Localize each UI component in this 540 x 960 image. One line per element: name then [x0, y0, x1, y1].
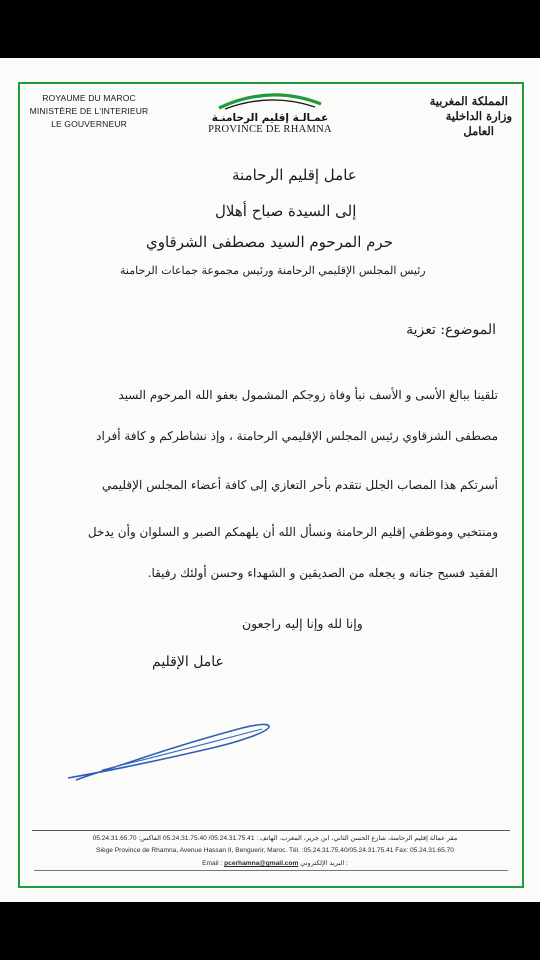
header-fr-line: MINISTÈRE DE L'INTERIEUR: [29, 106, 149, 116]
signature-title: عامل الإقليم: [152, 654, 224, 670]
subject-line: الموضوع: تعزية: [406, 322, 496, 338]
footer-email-link[interactable]: pcerhamna@gmail.com: [224, 860, 299, 867]
footer-email-label-ar: البريد الإلكتروني :: [300, 860, 348, 867]
logo-arcs-icon: [215, 88, 325, 110]
body-line: ومنتخبي وموظفي إقليم الرحامنة ونسأل الله أن يلهمكم الصبر و السلوان وأن يدخل: [87, 525, 498, 539]
header-fr-line: ROYAUME DU MAROC: [42, 93, 136, 103]
header-arabic: [388, 94, 512, 139]
body-line: الفقيد فسيح جنانه و يجعله من الصديقين و الشهداء وحسن أولئك رفيقا.: [147, 566, 498, 580]
body-line: أسرتكم هذا المصاب الجلل نتقدم بأحر التعازي إلى كافة أعضاء المجلس الإقليمي: [101, 478, 498, 492]
footer-arabic: مقر عمالة إقليم الرحامنة، شارع الحسن الثاني، ابن جرير، المغرب. الهاتف : 05.24.31.75.41/ 05.24.31.75.40 الفاكس: 05.24.31.65.70: [92, 835, 458, 842]
footer-french: Siège Province de Rhamna, Avenue Hassan II, Benguerir, Maroc. Tél. :05.24.31.75.40/05.24.31.75.41 Fax: 05.24.31.65.70: [96, 847, 454, 854]
footer-email-row: [40, 859, 510, 867]
footer-bottom-rule: [34, 870, 508, 871]
province-logo: [200, 88, 340, 142]
address-relation: حرم المرحوم السيد مصطفى الشرقاوي: [146, 233, 393, 251]
footer-email-label: Email :: [202, 860, 223, 867]
address-title: رئيس المجلس الإقليمي الرحامنة ورئيس مجموعة جماعات الرحامنة: [120, 264, 426, 277]
header-ar-line: وزارة الداخلية: [445, 109, 512, 123]
logo-french: PROVINCE DE RHAMNA: [208, 124, 332, 135]
address-from: عامل إقليم الرحامنة: [232, 166, 357, 184]
signature-image: [62, 718, 277, 788]
body-line: مصطفى الشرقاوي رئيس المجلس الإقليمي الرحامنة ، وإذ نشاطركم و كافة أفراد: [96, 429, 498, 443]
logo-arabic: عمـالـة إقليم الرحامنـة: [211, 112, 329, 124]
letter-page: [0, 58, 540, 902]
footer-rule: [32, 830, 510, 831]
header-fr-line: LE GOUVERNEUR: [51, 119, 127, 129]
header-french: [24, 92, 154, 131]
closing-line: وإنا لله وإنا إليه راجعون: [242, 616, 363, 631]
header-ar-line: العامل: [463, 124, 494, 138]
address-to: إلى السيدة صباح أهلال: [215, 202, 357, 220]
body-line: تلقينا ببالغ الأسى و الأسف نبأ وفاة زوجكم المشمول بعفو الله المرحوم السيد: [118, 388, 498, 402]
header-ar-line: المملكة المغربية: [429, 94, 508, 108]
